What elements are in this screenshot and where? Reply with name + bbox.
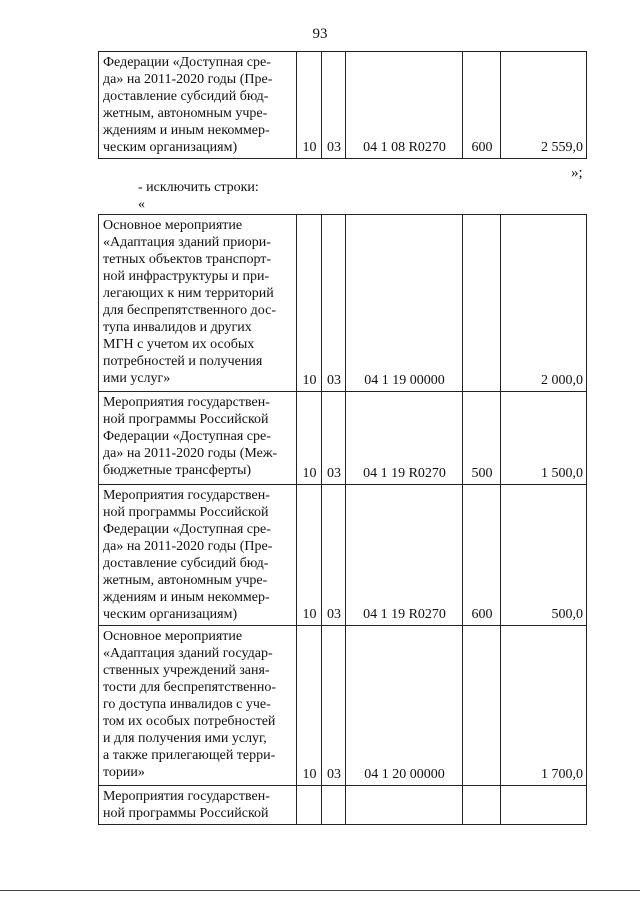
row-name-cell: Федерации «Доступная сре- да» на 2011-2020 годы (Пре- доставление субсидий бюд- жетным, автономным учре- ждениям и иным некоммер- ческим организациям) (99, 52, 297, 159)
table-row (99, 786, 587, 825)
target-code-cell (346, 786, 463, 825)
section-cell: 10 (297, 485, 322, 626)
page-bottom-divider (0, 890, 640, 891)
target-code-cell: 04 1 19 R0270 (346, 485, 463, 626)
page-number: 93 (312, 26, 328, 42)
table-row (99, 626, 587, 786)
row-name-cell: Мероприятия государствен- ной программы Российской Федерации «Доступная сре- да» на 2011-2020 годы (Меж- бюджетные трансферты) (99, 392, 297, 485)
row-name-cell: Основное мероприятие «Адаптация зданий приори- тетных объектов транспорт- ной инфраструктуры и при- легающих к ним территорий для беспрепятственного дос- тупа инвалидов и других МГН с учетом их особых потребностей и получения ими услуг» (99, 215, 297, 392)
budget-table-excluded-rows (98, 214, 587, 825)
section-cell: 10 (297, 392, 322, 485)
table-row (99, 215, 587, 392)
subsection-cell (322, 786, 346, 825)
expense-type-cell: 600 (463, 485, 501, 626)
subsection-cell: 03 (322, 626, 346, 786)
closing-quote: »; (571, 165, 583, 181)
budget-table-continuation (98, 51, 587, 159)
target-code-cell: 04 1 19 00000 (346, 215, 463, 392)
expense-type-cell: 500 (463, 392, 501, 485)
opening-quote: « (138, 197, 145, 212)
target-code-cell: 04 1 08 R0270 (346, 52, 463, 159)
amount-cell (501, 786, 587, 825)
row-name-cell: Основное мероприятие «Адаптация зданий государ- ственных учреждений заня- тости для беспрепятственно- го доступа инвалидов с уче- том их особых потребностей и для получения ими услуг, а также прилегающей терри- тории» (99, 626, 297, 786)
section-cell: 10 (297, 215, 322, 392)
expense-type-cell (463, 626, 501, 786)
amount-cell: 2 000,0 (501, 215, 587, 392)
instruction-text: - исключить строки: (138, 180, 259, 195)
subsection-cell: 03 (322, 485, 346, 626)
expense-type-cell (463, 786, 501, 825)
table-row (99, 52, 587, 159)
target-code-cell: 04 1 20 00000 (346, 626, 463, 786)
section-cell: 10 (297, 626, 322, 786)
table-row (99, 485, 587, 626)
expense-type-cell (463, 215, 501, 392)
row-name-cell: Мероприятия государствен- ной программы Российской (99, 786, 297, 825)
row-name-cell: Мероприятия государствен- ной программы Российской Федерации «Доступная сре- да» на 2011-2020 годы (Пре- доставление субсидий бюд- жетным, автономным учре- ждениям и иным некоммер- ческим организациям) (99, 485, 297, 626)
section-cell (297, 786, 322, 825)
target-code-cell: 04 1 19 R0270 (346, 392, 463, 485)
subsection-cell: 03 (322, 215, 346, 392)
amount-cell: 1 500,0 (501, 392, 587, 485)
section-cell: 10 (297, 52, 322, 159)
subsection-cell: 03 (322, 392, 346, 485)
amount-cell: 2 559,0 (501, 52, 587, 159)
expense-type-cell: 600 (463, 52, 501, 159)
amount-cell: 1 700,0 (501, 626, 587, 786)
subsection-cell: 03 (322, 52, 346, 159)
amount-cell: 500,0 (501, 485, 587, 626)
table-row (99, 392, 587, 485)
